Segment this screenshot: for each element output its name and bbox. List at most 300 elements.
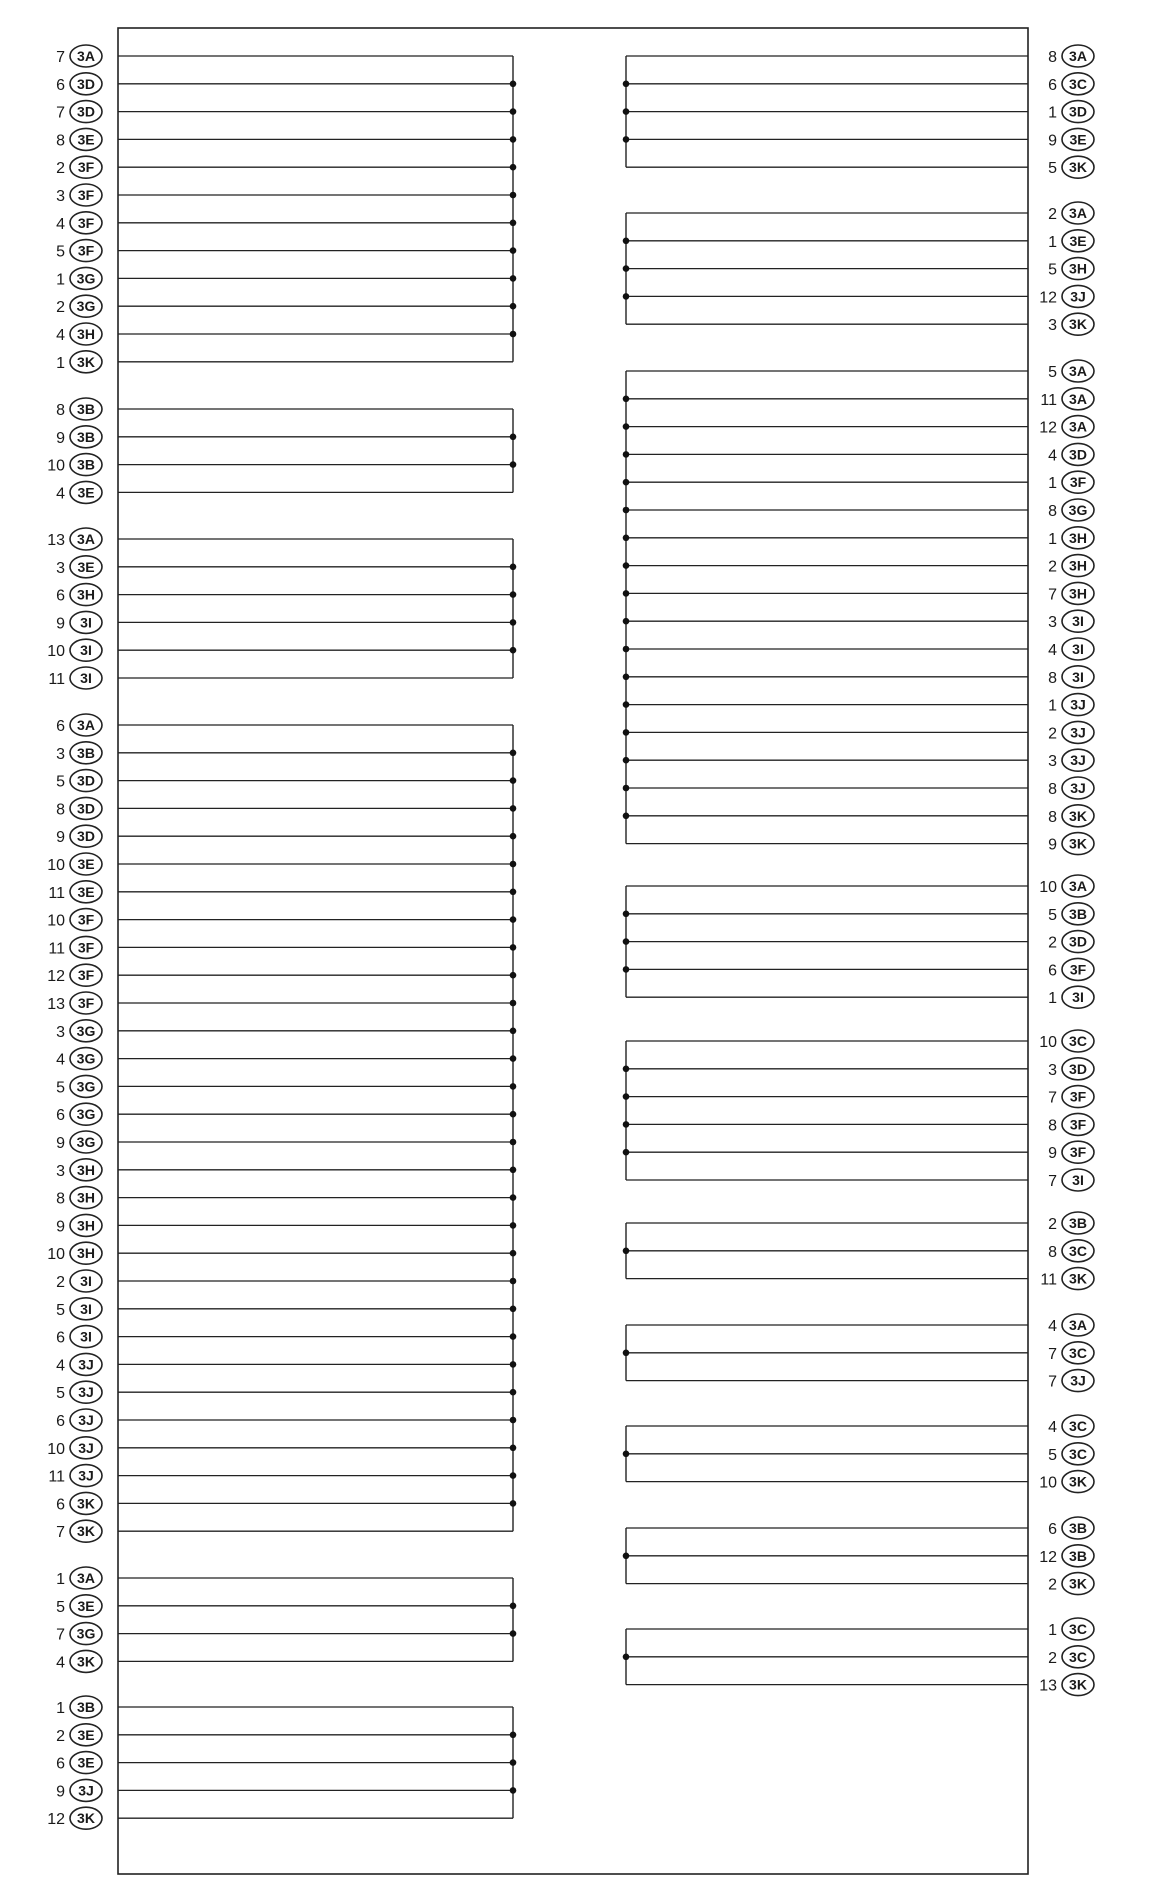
terminal-tag: 3K xyxy=(77,1653,95,1670)
terminal-right-2-9 xyxy=(1048,610,1094,632)
terminal-tag: 3A xyxy=(77,717,95,733)
junction-dot xyxy=(623,1654,630,1661)
junction-dot xyxy=(510,1361,517,1368)
terminal-left-3-10 xyxy=(47,992,102,1014)
terminal-pin-number: 13 xyxy=(47,996,65,1013)
terminal-pin-number: 4 xyxy=(56,215,65,233)
terminal-right-4-5 xyxy=(1048,1169,1094,1191)
terminal-right-6-2 xyxy=(1048,1370,1094,1392)
terminal-pin-number: 8 xyxy=(56,801,65,819)
terminal-pin-number: 2 xyxy=(1048,1576,1057,1594)
terminal-pin-number: 7 xyxy=(56,1626,65,1644)
terminal-tag: 3A xyxy=(1069,48,1087,64)
junction-dot xyxy=(510,1278,517,1285)
terminal-tag: 3H xyxy=(77,1217,95,1234)
left-net-group-2 xyxy=(118,539,516,678)
junction-dot xyxy=(510,220,517,227)
terminal-pin-number: 4 xyxy=(56,327,65,344)
terminal-right-2-13 xyxy=(1048,721,1094,743)
terminal-pin-number: 11 xyxy=(1040,391,1057,409)
terminal-pin-number: 8 xyxy=(1048,669,1057,687)
junction-dot xyxy=(623,136,630,143)
junction-dot xyxy=(623,479,630,486)
terminal-pin-number: 8 xyxy=(56,402,65,419)
terminal-left-3-3 xyxy=(56,797,102,819)
terminal-pin-number: 8 xyxy=(56,1190,65,1208)
terminal-tag: 3B xyxy=(1069,1547,1087,1564)
terminal-pin-number: 7 xyxy=(1048,1089,1057,1107)
terminal-pin-number: 4 xyxy=(56,1357,65,1375)
terminal-left-3-1 xyxy=(56,742,102,764)
terminal-pin-number: 6 xyxy=(56,587,65,605)
terminal-left-0-8 xyxy=(56,267,102,289)
terminal-tag: 3E xyxy=(77,484,95,501)
terminal-left-3-18 xyxy=(56,1214,102,1236)
terminal-right-9-1 xyxy=(1048,1646,1094,1668)
junction-dot xyxy=(510,972,517,979)
terminal-tag: 3K xyxy=(1069,835,1087,852)
terminal-right-2-12 xyxy=(1048,694,1094,716)
terminal-tag: 3A xyxy=(1069,363,1087,379)
junction-dot xyxy=(623,562,630,569)
junction-dot xyxy=(623,938,630,945)
terminal-pin-number: 9 xyxy=(1048,132,1057,150)
terminal-right-7-2 xyxy=(1039,1471,1094,1493)
junction-dot xyxy=(510,944,517,951)
terminal-right-2-5 xyxy=(1048,499,1094,521)
terminal-pin-number: 5 xyxy=(1048,364,1057,381)
terminal-pin-number: 4 xyxy=(56,1051,65,1069)
junction-dot xyxy=(623,535,630,542)
right-net-group-4 xyxy=(623,1041,1028,1180)
terminal-pin-number: 4 xyxy=(56,1654,65,1672)
terminal-tag: 3B xyxy=(77,744,95,761)
right-net-group-5 xyxy=(623,1223,1028,1279)
terminal-right-4-0 xyxy=(1039,1030,1094,1052)
terminal-left-0-6 xyxy=(56,212,102,234)
terminal-tag: 3F xyxy=(77,939,95,956)
terminal-tag: 3D xyxy=(1069,446,1087,463)
terminal-pin-number: 1 xyxy=(56,354,65,372)
terminal-right-0-2 xyxy=(1048,101,1094,123)
terminal-pin-number: 9 xyxy=(56,1783,65,1801)
terminal-left-3-8 xyxy=(48,936,102,958)
junction-dot xyxy=(623,1553,630,1560)
terminal-pin-number: 6 xyxy=(56,1413,65,1430)
terminal-right-2-7 xyxy=(1048,555,1094,577)
terminal-tag: 3J xyxy=(78,1782,94,1799)
terminal-tag: 3K xyxy=(77,1810,95,1827)
junction-dot xyxy=(510,331,517,338)
terminal-pin-number: 7 xyxy=(1048,1173,1057,1190)
terminal-tag: 3H xyxy=(77,1161,95,1178)
terminal-pin-number: 7 xyxy=(56,1524,65,1542)
terminal-pin-number: 10 xyxy=(47,643,65,661)
terminal-tag: 3F xyxy=(77,214,95,231)
junction-dot xyxy=(510,1000,517,1007)
terminal-tag: 3J xyxy=(1070,752,1086,769)
terminal-right-2-15 xyxy=(1048,777,1094,799)
terminal-right-1-3 xyxy=(1039,285,1094,307)
terminal-tag: 3K xyxy=(77,1495,95,1512)
terminal-tag: 3H xyxy=(1069,260,1087,277)
terminal-right-2-10 xyxy=(1048,638,1094,660)
junction-dot xyxy=(623,674,630,681)
terminal-left-1-3 xyxy=(56,481,102,503)
terminal-pin-number: 12 xyxy=(47,1811,65,1829)
terminal-pin-number: 9 xyxy=(56,829,65,847)
terminal-pin-number: 6 xyxy=(1048,962,1057,980)
terminal-right-6-1 xyxy=(1048,1342,1094,1364)
junction-dot xyxy=(510,275,517,282)
terminal-pin-number: 2 xyxy=(56,299,65,317)
terminal-pin-number: 3 xyxy=(56,1162,65,1180)
terminal-right-8-0 xyxy=(1048,1517,1094,1539)
junction-dot xyxy=(510,1139,517,1146)
terminal-tag: 3E xyxy=(77,1726,95,1743)
terminal-right-1-4 xyxy=(1048,313,1094,335)
terminal-tag: 3J xyxy=(78,1356,94,1373)
terminal-right-5-1 xyxy=(1048,1240,1094,1262)
terminal-tag: 3K xyxy=(1069,159,1087,176)
right-net-group-1 xyxy=(623,213,1028,324)
terminal-pin-number: 9 xyxy=(56,1135,65,1152)
terminal-right-0-1 xyxy=(1048,73,1094,95)
terminal-right-1-2 xyxy=(1048,258,1094,280)
terminal-left-3-6 xyxy=(48,881,102,903)
terminal-tag: 3F xyxy=(1069,1088,1087,1105)
terminal-tag: 3H xyxy=(77,326,95,342)
junction-dot xyxy=(510,619,517,626)
terminal-left-3-4 xyxy=(56,825,102,847)
junction-dot xyxy=(623,1149,630,1156)
terminal-pin-number: 2 xyxy=(1048,206,1057,223)
terminal-pin-number: 2 xyxy=(1048,1216,1057,1233)
terminal-left-4-1 xyxy=(56,1595,102,1617)
junction-dot xyxy=(510,1603,517,1610)
terminal-tag: 3F xyxy=(1069,1144,1087,1161)
junction-dot xyxy=(510,247,517,254)
junction-dot xyxy=(623,423,630,430)
terminal-right-1-0 xyxy=(1048,202,1094,224)
terminal-tag: 3J xyxy=(1070,288,1086,305)
terminal-tag: 3I xyxy=(1072,641,1084,657)
terminal-tag: 3C xyxy=(1069,1445,1087,1462)
terminal-pin-number: 7 xyxy=(1048,586,1057,604)
terminal-tag: 3B xyxy=(77,428,95,445)
terminal-tag: 3C xyxy=(1069,1033,1087,1049)
terminal-right-2-14 xyxy=(1048,749,1094,771)
terminal-right-2-16 xyxy=(1048,805,1094,827)
terminal-left-3-9 xyxy=(47,964,102,986)
terminal-right-7-0 xyxy=(1048,1415,1094,1437)
right-net-group-7 xyxy=(623,1426,1028,1482)
terminal-pin-number: 5 xyxy=(56,243,65,261)
right-net-group-3 xyxy=(623,886,1028,997)
terminal-tag: 3G xyxy=(76,1106,96,1123)
terminal-tag: 3C xyxy=(1069,1242,1087,1259)
terminal-pin-number: 1 xyxy=(56,271,65,289)
terminal-tag: 3I xyxy=(1072,613,1084,630)
left-net-group-4 xyxy=(118,1578,516,1661)
terminal-left-3-20 xyxy=(56,1270,102,1292)
terminal-pin-number: 3 xyxy=(56,1023,65,1041)
terminal-right-2-8 xyxy=(1048,582,1094,604)
terminal-tag: 3J xyxy=(78,1467,94,1484)
terminal-tag: 3A xyxy=(77,48,95,64)
terminal-pin-number: 1 xyxy=(56,1571,65,1588)
terminal-pin-number: 5 xyxy=(1048,160,1057,178)
terminal-right-2-11 xyxy=(1048,666,1094,688)
junction-dot xyxy=(510,1194,517,1201)
terminal-tag: 3J xyxy=(78,1412,94,1428)
junction-dot xyxy=(623,81,630,88)
terminal-left-1-1 xyxy=(56,426,102,448)
terminal-right-5-0 xyxy=(1048,1212,1094,1234)
terminal-tag: 3E xyxy=(77,856,95,872)
terminal-pin-number: 1 xyxy=(1048,1622,1057,1639)
terminal-right-7-1 xyxy=(1048,1443,1094,1465)
terminal-tag: 3H xyxy=(1069,585,1087,602)
terminal-pin-number: 5 xyxy=(1048,261,1057,279)
terminal-pin-number: 6 xyxy=(1048,76,1057,94)
terminal-tag: 3E xyxy=(77,131,95,148)
terminal-pin-number: 7 xyxy=(56,104,65,122)
terminal-tag: 3H xyxy=(77,586,95,603)
right-net-group-9 xyxy=(623,1629,1028,1685)
terminal-layer xyxy=(47,45,1094,1829)
terminal-tag: 3B xyxy=(1069,1215,1087,1231)
terminal-tag: 3C xyxy=(1069,75,1087,92)
terminal-tag: 3A xyxy=(1069,878,1087,894)
terminal-tag: 3A xyxy=(77,1570,95,1586)
terminal-tag: 3F xyxy=(77,159,95,176)
terminal-tag: 3E xyxy=(77,1754,95,1771)
terminal-pin-number: 5 xyxy=(56,1079,65,1097)
junction-dot xyxy=(510,889,517,896)
junction-dot xyxy=(623,590,630,597)
terminal-left-3-15 xyxy=(56,1131,102,1153)
terminal-tag: 3E xyxy=(1069,232,1087,249)
terminal-left-0-7 xyxy=(56,240,102,262)
terminal-left-3-29 xyxy=(56,1520,102,1542)
terminal-pin-number: 7 xyxy=(56,49,65,66)
terminal-pin-number: 4 xyxy=(1048,1419,1057,1436)
junction-dot xyxy=(510,750,517,757)
terminal-tag: 3H xyxy=(77,1245,95,1262)
terminal-pin-number: 3 xyxy=(1048,1061,1057,1079)
terminal-left-3-12 xyxy=(56,1048,102,1070)
junction-dot xyxy=(623,507,630,514)
terminal-tag: 3E xyxy=(1069,131,1087,148)
terminal-pin-number: 1 xyxy=(1048,104,1057,122)
left-net-group-5 xyxy=(118,1707,516,1818)
terminal-right-3-3 xyxy=(1048,958,1094,980)
terminal-pin-number: 7 xyxy=(1048,1345,1057,1363)
terminal-left-3-16 xyxy=(56,1159,102,1181)
junction-dot xyxy=(510,777,517,784)
junction-dot xyxy=(510,461,517,468)
terminal-tag: 3I xyxy=(80,1328,92,1345)
junction-dot xyxy=(623,238,630,245)
terminal-left-2-0 xyxy=(47,528,102,550)
terminal-tag: 3B xyxy=(1069,1520,1087,1536)
terminal-pin-number: 3 xyxy=(56,188,65,205)
terminal-pin-number: 5 xyxy=(56,1385,65,1403)
terminal-pin-number: 10 xyxy=(1039,1034,1057,1051)
terminal-left-3-19 xyxy=(47,1242,102,1264)
terminal-tag: 3C xyxy=(1069,1344,1087,1361)
terminal-right-5-2 xyxy=(1040,1268,1094,1290)
junction-dot xyxy=(510,1250,517,1257)
terminal-pin-number: 2 xyxy=(1048,934,1057,952)
right-net-group-2 xyxy=(623,371,1028,844)
junction-dot xyxy=(510,1111,517,1118)
terminal-left-4-2 xyxy=(56,1623,102,1645)
terminal-left-1-0 xyxy=(56,398,102,420)
terminal-left-3-2 xyxy=(56,770,102,792)
terminal-left-0-5 xyxy=(56,184,102,206)
junction-dot xyxy=(510,303,517,310)
terminal-tag: 3G xyxy=(76,1022,96,1039)
terminal-tag: 3J xyxy=(1070,724,1086,741)
junction-dot xyxy=(510,81,517,88)
terminal-left-3-26 xyxy=(47,1437,102,1459)
terminal-pin-number: 2 xyxy=(56,160,65,178)
terminal-tag: 3I xyxy=(80,670,92,686)
terminal-pin-number: 3 xyxy=(1048,614,1057,632)
terminal-pin-number: 9 xyxy=(56,429,65,447)
terminal-tag: 3I xyxy=(80,614,92,631)
terminal-pin-number: 6 xyxy=(56,1329,65,1347)
terminal-pin-number: 3 xyxy=(56,559,65,577)
terminal-right-3-1 xyxy=(1048,903,1094,925)
terminal-pin-number: 11 xyxy=(48,884,65,902)
terminal-left-3-25 xyxy=(56,1409,102,1431)
terminal-pin-number: 6 xyxy=(56,1755,65,1773)
terminal-tag: 3F xyxy=(1069,1116,1087,1133)
terminal-tag: 3F xyxy=(77,187,95,203)
terminal-pin-number: 12 xyxy=(1039,289,1057,307)
terminal-left-4-0 xyxy=(56,1567,102,1589)
terminal-left-1-2 xyxy=(47,454,102,476)
junction-dot xyxy=(510,1028,517,1035)
terminal-tag: 3G xyxy=(76,1625,96,1642)
right-net-group-6 xyxy=(623,1325,1028,1381)
junction-dot xyxy=(623,1451,630,1458)
terminal-tag: 3F xyxy=(1069,474,1087,491)
terminal-tag: 3F xyxy=(77,967,95,984)
terminal-pin-number: 2 xyxy=(1048,725,1057,743)
junction-dot xyxy=(510,1500,517,1507)
terminal-left-3-28 xyxy=(56,1492,102,1514)
terminal-right-4-1 xyxy=(1048,1058,1094,1080)
terminal-tag: 3G xyxy=(76,1134,96,1150)
junction-dot xyxy=(510,564,517,571)
terminal-tag: 3H xyxy=(1069,529,1087,546)
terminal-tag: 3G xyxy=(76,1050,96,1067)
terminal-right-8-1 xyxy=(1039,1545,1094,1567)
terminal-pin-number: 1 xyxy=(1048,530,1057,548)
terminal-pin-number: 10 xyxy=(47,912,65,930)
terminal-left-3-7 xyxy=(47,909,102,931)
terminal-tag: 3G xyxy=(76,1078,96,1095)
terminal-tag: 3B xyxy=(77,1699,95,1715)
terminal-tag: 3B xyxy=(77,456,95,473)
junction-dot xyxy=(623,1066,630,1073)
terminal-pin-number: 6 xyxy=(1048,1521,1057,1538)
terminal-tag: 3B xyxy=(77,401,95,417)
terminal-left-0-1 xyxy=(56,73,102,95)
terminal-pin-number: 10 xyxy=(1039,1474,1057,1492)
junction-dot xyxy=(510,833,517,840)
junction-dot xyxy=(510,1732,517,1739)
terminal-tag: 3A xyxy=(1069,390,1087,407)
terminal-pin-number: 7 xyxy=(1048,1373,1057,1391)
terminal-right-2-0 xyxy=(1048,360,1094,382)
junction-dot xyxy=(510,1472,517,1479)
terminal-pin-number: 12 xyxy=(47,968,65,986)
terminal-right-4-4 xyxy=(1048,1141,1094,1163)
terminal-right-0-3 xyxy=(1048,128,1094,150)
terminal-right-8-2 xyxy=(1048,1573,1094,1595)
junction-dot xyxy=(510,1389,517,1396)
junction-dot xyxy=(510,164,517,171)
junction-dot xyxy=(510,1055,517,1062)
terminal-left-0-9 xyxy=(56,295,102,317)
terminal-left-3-13 xyxy=(56,1075,102,1097)
terminal-right-2-17 xyxy=(1048,833,1094,855)
terminal-pin-number: 11 xyxy=(48,940,65,958)
terminal-tag: 3J xyxy=(1070,1372,1086,1389)
terminal-tag: 3D xyxy=(77,103,95,120)
terminal-tag: 3A xyxy=(1069,1317,1087,1333)
terminal-pin-number: 8 xyxy=(1048,808,1057,826)
terminal-right-3-2 xyxy=(1048,931,1094,953)
terminal-tag: 3C xyxy=(1069,1648,1087,1665)
terminal-left-2-5 xyxy=(48,667,102,689)
terminal-tag: 3K xyxy=(1069,807,1087,824)
terminal-left-5-4 xyxy=(47,1807,102,1829)
junction-dot xyxy=(623,701,630,708)
terminal-left-2-3 xyxy=(56,611,102,633)
junction-dot xyxy=(510,1083,517,1090)
terminal-tag: 3I xyxy=(1072,989,1084,1006)
junction-dot xyxy=(510,1445,517,1452)
left-net-group-1 xyxy=(118,409,516,492)
terminal-left-3-24 xyxy=(56,1381,102,1403)
terminal-pin-number: 1 xyxy=(56,1700,65,1717)
junction-dot xyxy=(623,108,630,115)
terminal-tag: 3I xyxy=(80,1273,92,1289)
terminal-left-3-17 xyxy=(56,1187,102,1209)
junction-dot xyxy=(623,293,630,300)
terminal-pin-number: 12 xyxy=(1039,1548,1057,1566)
terminal-pin-number: 4 xyxy=(1048,642,1057,659)
junction-dot xyxy=(623,396,630,403)
terminal-pin-number: 8 xyxy=(1048,503,1057,520)
junction-dot xyxy=(623,785,630,792)
terminal-tag: 3J xyxy=(78,1384,94,1401)
terminal-tag: 3G xyxy=(76,298,96,315)
terminal-right-4-2 xyxy=(1048,1086,1094,1108)
terminal-tag: 3K xyxy=(1069,1575,1087,1592)
terminal-pin-number: 11 xyxy=(48,1468,65,1486)
terminal-pin-number: 6 xyxy=(56,76,65,94)
terminal-pin-number: 10 xyxy=(47,857,65,874)
terminal-pin-number: 8 xyxy=(1048,1117,1057,1135)
junction-dot xyxy=(510,1222,517,1229)
